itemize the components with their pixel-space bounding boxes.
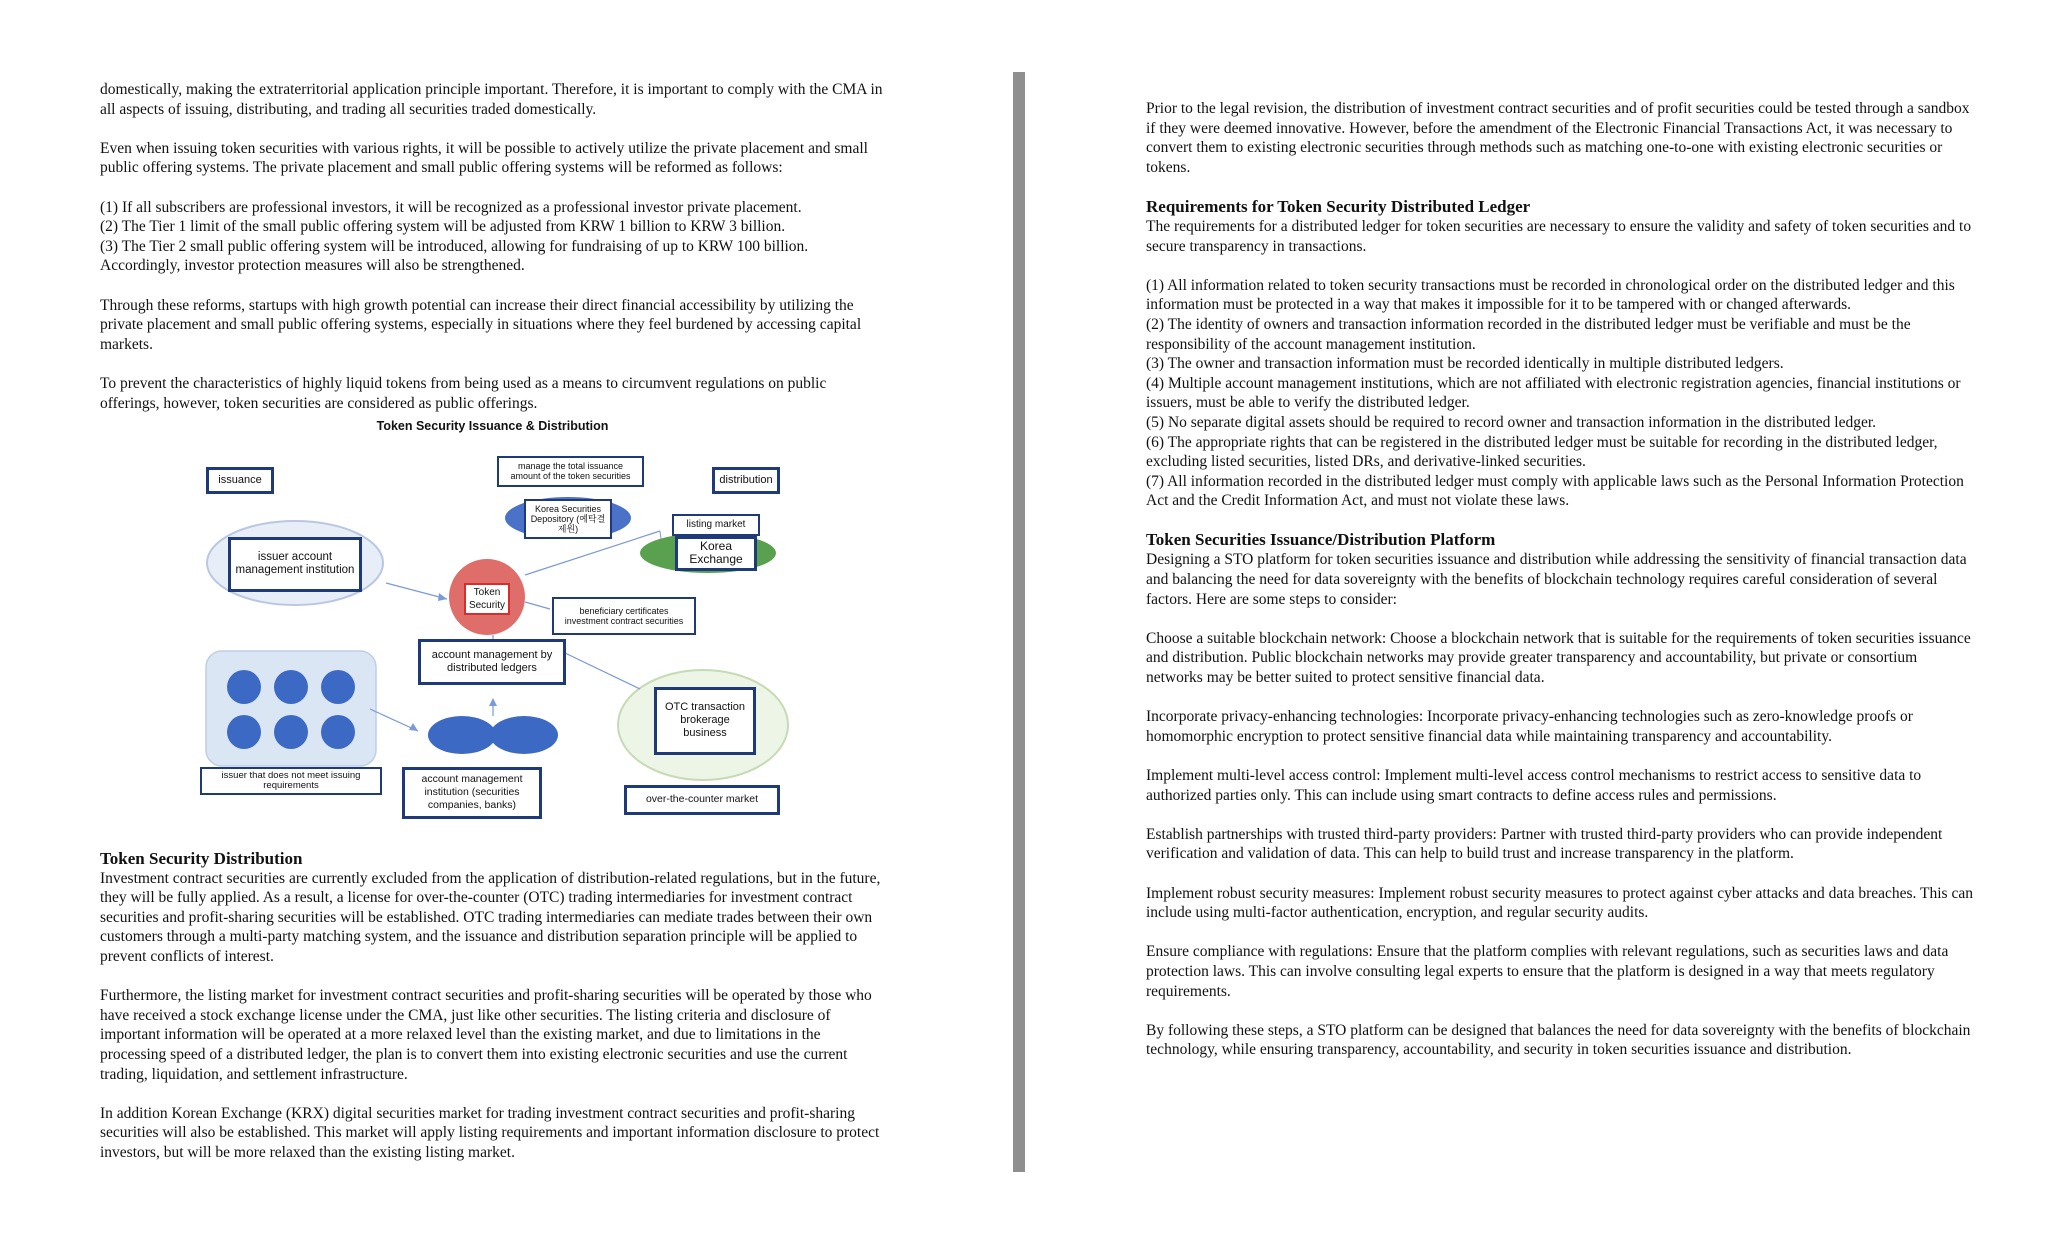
ami-banks-box: account management institution (securities companies, banks) [402, 767, 542, 819]
investor-dot [227, 670, 261, 704]
requirement-item: (4) Multiple account management institutions, which are not affiliated with electronic registration agencies, financial institutions or issuers, must be able to verify the distributed ledger. [1146, 374, 1961, 412]
paragraph: To prevent the characteristics of highly liquid tokens from being used as a means to circumvent regulations on public offerings, however, token securities are considered as public offerings. [100, 374, 827, 412]
left-text-column [100, 80, 885, 1182]
paragraph: Investment contract securities are currently excluded from the application of distribution-related regulations, but in the future, they will be fully applied. As a result, a license for over-the-counter (OTC) trading intermediaries for investment contract securities and profit-sharing securities will be established. OTC trading intermediaries can mediate trades between their own customers through a multi-party matching system, and the issuance and distribution separation principle will be applied to prevent conflicts of interest. [100, 869, 881, 966]
right-text-column [1146, 99, 1976, 1080]
list-item: (1) If all subscribers are professional investors, it will be recognized as a professional investor private placement. [100, 198, 802, 216]
listing-market-box: listing market [672, 514, 760, 536]
paragraph: Through these reforms, startups with high growth potential can increase their direct financial accessibility by utilizing the private placement and small public offering systems, especially in situations where they feel burdened by accessing capital markets. [100, 296, 862, 353]
manage-total-box: manage the total issuance amount of the token securities [497, 456, 644, 487]
requirement-item: (6) The appropriate rights that can be registered in the distributed ledger must be suitable for recording in the distributed ledger, excluding listed securities, listed DRs, and derivative-linked securities. [1146, 433, 1938, 471]
issuance-box: issuance [206, 467, 274, 494]
requirement-item: (2) The identity of owners and transaction information recorded in the distributed ledger must be verifiable and must be the responsibility of the account management institution. [1146, 315, 1911, 353]
step-paragraph: Establish partnerships with trusted third-party providers: Partner with trusted third-party providers who can provide independent verification and validation of data. This can help to build trust and increase transparency in the platform. [1146, 825, 1943, 863]
step-paragraph: By following these steps, a STO platform can be designed that balances the need for data sovereignty with the benefits of blockchain technology, while ensuring transparency, accountability, and security in token securities issuance and distribution. [1146, 1021, 1971, 1059]
ami-ellipse [490, 716, 558, 754]
paragraph: Accordingly, investor protection measures will also be strengthened. [100, 257, 525, 275]
requirement-item: (7) All information recorded in the distributed ledger must comply with applicable laws such as the Personal Information Protection Act and the Credit Information Act, and must not violate these laws. [1146, 472, 1964, 510]
beneficiary-box: beneficiary certificates investment contract securities [552, 597, 696, 635]
paragraph: Furthermore, the listing market for investment contract securities and profit-sharing securities will be operated by those who have received a stock exchange license under the CMA, just like other securities. The listing criteria and disclosure of important information will be operated at a more relaxed level than the existing market, and due to limitations in the processing speed of a distributed ledger, the plan is to convert them into existing electronic securities and use the current trading, liquidation, and settlement infrastructure. [100, 987, 872, 1083]
heading-platform: Token Securities Issuance/Distribution Platform [1146, 530, 1496, 550]
requirement-item: (1) All information related to token security transactions must be recorded in chronological order on the distributed ledger and this information must be protected in a way that makes it impossible for it to be tampered with or changed afterwards. [1146, 276, 1955, 314]
requirement-item: (3) The owner and transaction information must be recorded identically in multiple distributed ledgers. [1146, 355, 1784, 373]
issuer-ami-box: issuer account management institution [228, 537, 362, 592]
paragraph: Designing a STO platform for token securities issuance and distribution while addressing the sensitivity of financial transaction data and balancing the need for data sovereignty with the benefits of blockchain technology requires careful consideration of several factors. Here are some steps to consider: [1146, 551, 1967, 608]
step-paragraph: Incorporate privacy-enhancing technologies: Incorporate privacy-enhancing technologies such as zero-knowledge proofs or homomorphic encryption to protect sensitive financial data while maintaining transparency and accountability. [1146, 708, 1913, 745]
ksd-box: Korea Securities Depository (예탁결제원) [524, 499, 612, 539]
investor-dot [274, 670, 308, 704]
ledger-mgmt-box: account management by distributed ledgers [418, 639, 566, 685]
left-page [0, 0, 1012, 1243]
step-paragraph: Implement robust security measures: Implement robust security measures to protect against cyber attacks and data breaches. This can include using multi-factor authentication, encryption, and regular security audits. [1146, 884, 1973, 922]
token-security-box: Token Security [464, 583, 510, 615]
heading-token-security-distribution: Token Security Distribution [100, 848, 303, 868]
issuer-not-meet-box: issuer that does not meet issuing requirements [200, 767, 382, 795]
investor-dot [274, 715, 308, 749]
ami-ellipse [428, 716, 496, 754]
list-item: (3) The Tier 2 small public offering system will be introduced, allowing for fundraising of up to KRW 100 billion. [100, 237, 809, 255]
investor-dot [321, 715, 355, 749]
step-paragraph: Implement multi-level access control: Implement multi-level access control mechanisms to restrict access to sensitive data to authorized parties only. This can include using smart contracts to define access rules and permissions. [1146, 767, 1922, 804]
paragraph: domestically, making the extraterritorial application principle important. Therefore, it is important to comply with the CMA in all aspects of issuing, distributing, and trading all securities traded domestically. [100, 81, 883, 118]
list-item: (2) The Tier 1 limit of the small public offering system will be adjusted from KRW 1 billion to KRW 3 billion. [100, 218, 786, 236]
heading-requirements: Requirements for Token Security Distributed Ledger [1146, 196, 1531, 216]
distribution-box: distribution [712, 467, 780, 494]
otc-market-box: over-the-counter market [624, 785, 780, 815]
korea-exchange-box: Korea Exchange [675, 536, 757, 571]
step-paragraph: Choose a suitable blockchain network: Choose a blockchain network that is suitable for the requirements of token securities issuance and distribution. Public blockchain networks may provide greater transparency and accountability, but private or consortium networks may be better suited to protect sensitive financial data. [1146, 629, 1971, 687]
paragraph: In addition Korean Exchange (KRX) digital securities market for trading investment contract securities and profit-sharing securities will also be established. This market will apply listing requirements and important information disclosure to protect investors, but will be more relaxed than the existing listing market. [100, 1104, 880, 1161]
investor-dot [321, 670, 355, 704]
connector-line [660, 531, 661, 539]
paragraph: The requirements for a distributed ledger for token securities are necessary to ensure the validity and safety of token securities and to secure transparency in transactions. [1146, 217, 1972, 255]
step-paragraph: Ensure compliance with regulations: Ensure that the platform complies with relevant regulations, such as securities laws and data protection laws. This can involve consulting legal experts to ensure that the platform is designed in a way that meets regulatory requirements. [1146, 943, 1949, 1000]
paragraph: Prior to the legal revision, the distribution of investment contract securities and of profit securities could be tested through a sandbox if they were deemed innovative. However, before the amendment of the Electronic Financial Transactions Act, it was necessary to convert them to existing electronic securities through methods such as matching one-to-one with existing electronic securities or tokens. [1146, 100, 1970, 176]
requirement-item: (5) No separate digital assets should be required to record owner and transaction information in the distributed ledger. [1146, 413, 1877, 431]
connector-line [386, 583, 447, 599]
page-divider [1013, 72, 1025, 1172]
investor-dot [227, 715, 261, 749]
connector-arrowhead [438, 593, 447, 601]
otc-box: OTC transaction brokerage business [654, 687, 756, 755]
paragraph: Even when issuing token securities with various rights, it will be possible to actively utilize the private placement and small public offering systems. The private placement and small public offering systems will be reformed as follows: [100, 139, 868, 177]
token-security-diagram [100, 419, 885, 839]
connector-arrowhead [489, 698, 497, 706]
diagram-title: Token Security Issuance & Distribution [376, 418, 609, 433]
right-page [1028, 0, 2048, 1243]
connector-line [525, 602, 550, 609]
